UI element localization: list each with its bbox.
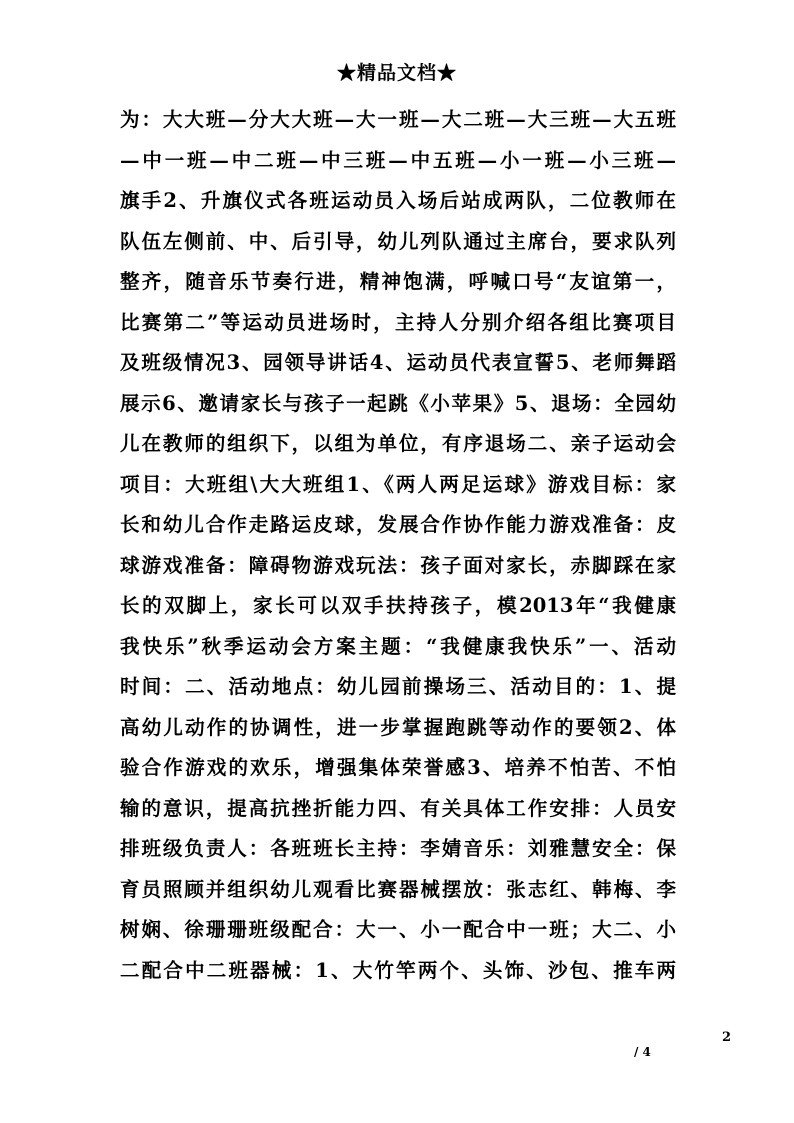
text-line: 排班级负责人：各班班长主持：李婧音乐：刘雅慧安全：保 — [120, 837, 676, 860]
text-line: 球游戏准备：障碍物游戏玩法：孩子面对家长，赤脚踩在家 — [120, 553, 676, 577]
text-line: 验合作游戏的欢乐，增强集体荣誉感3、培养不怕苦、不怕 — [120, 756, 676, 779]
page-total: / 4 — [634, 1045, 651, 1059]
body-text — [120, 100, 676, 991]
text-line: —中一班—中二班—中三班—中五班—小一班—小三班— — [120, 148, 676, 172]
text-line: 及班级情况3、园领导讲话4、运动员代表宣誓5、老师舞蹈 — [120, 351, 676, 374]
page-header: ★精品文档★ — [336, 62, 457, 84]
text-line: 输的意识，提高抗挫折能力四、有关具体工作安排：人员安 — [120, 796, 676, 820]
text-line: 队伍左侧前、中、后引导，幼儿列队通过主席台，要求队列 — [120, 229, 676, 253]
text-line: 儿在教师的组织下，以组为单位，有序退场二、亲子运动会 — [120, 432, 676, 455]
text-line: 高幼儿动作的协调性，进一步掌握跑跳等动作的要领2、体 — [120, 715, 676, 739]
text-line: 旗手2、升旗仪式各班运动员入场后站成两队，二位教师在 — [120, 189, 676, 212]
text-line: 整齐，随音乐节奏行进，精神饱满，呼喊口号“友谊第一， — [120, 270, 676, 293]
text-line: 长的双脚上，家长可以双手扶持孩子，模2013年“我健康 — [120, 594, 676, 617]
text-line: 比赛第二”等运动员进场时，主持人分别介绍各组比赛项目 — [120, 310, 676, 334]
text-line: 我快乐”秋季运动会方案主题：“我健康我快乐”一、活动 — [120, 634, 676, 658]
text-line: 二配合中二班器械：1、大竹竿两个、头饰、沙包、推车两 — [120, 958, 676, 982]
text-line: 树娴、徐珊珊班级配合：大一、小一配合中一班；大二、小 — [120, 918, 676, 941]
text-line: 育员照顾并组织幼儿观看比赛器械摆放：张志红、韩梅、李 — [120, 877, 676, 901]
text-line: 为：大大班—分大大班—大一班—大二班—大三班—大五班 — [120, 108, 676, 131]
text-line: 展示6、邀请家长与孩子一起跳《小苹果》5、退场：全园幼 — [120, 391, 676, 415]
text-line: 项目：大班组\大大班组1、《两人两足运球》游戏目标：家 — [120, 472, 676, 496]
text-line: 时间：二、活动地点：幼儿园前操场三、活动目的：1、提 — [120, 675, 676, 698]
page-number: 2 — [722, 1030, 732, 1045]
text-line: 长和幼儿合作走路运皮球，发展合作协作能力游戏准备：皮 — [120, 513, 676, 536]
